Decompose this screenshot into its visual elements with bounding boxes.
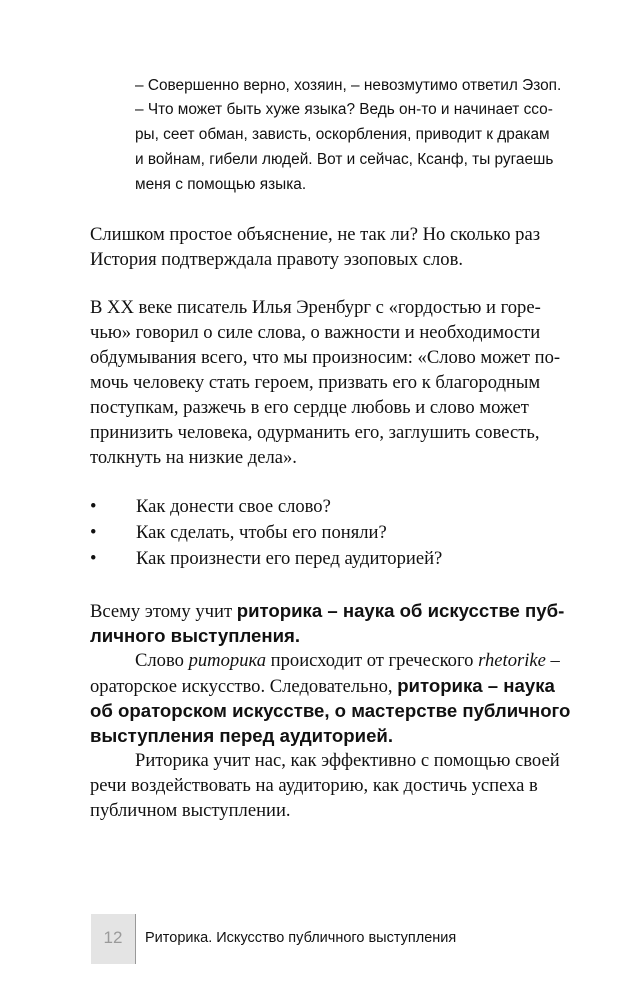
bullet-marker: • — [90, 522, 97, 543]
paragraph-line — [90, 675, 555, 698]
dialogue-line: меня с помощью языка. — [135, 176, 307, 193]
footer-divider — [135, 914, 136, 964]
dialogue-line: – Совершенно верно, хозяин, – невозмутимо ответил Эзоп. — [135, 77, 562, 94]
plain-text: Слово — [135, 650, 189, 671]
bold-term: риторика – наука об искусстве пуб- — [236, 600, 565, 621]
paragraph-line: чью» говорил о силе слова, о важности и необходимости — [90, 322, 541, 343]
plain-text: – — [545, 650, 560, 671]
paragraph-line: История подтверждала правоту эзоповых слов. — [90, 249, 463, 270]
paragraph-line: речи воздействовать на аудиторию, как достичь успеха в — [90, 775, 538, 796]
plain-text: Всему этому учит — [90, 601, 237, 622]
bold-term: об ораторском искусстве, о мастерстве публичного — [90, 700, 571, 721]
bullet-item: Как донести свое слово? — [136, 496, 331, 517]
page-number: 12 — [103, 928, 123, 947]
bullet-item: Как сделать, чтобы его поняли? — [136, 522, 387, 543]
paragraph-line: толкнуть на низкие дела». — [90, 447, 297, 468]
running-title: Риторика. Искусство публичного выступления — [145, 930, 457, 946]
paragraph-line: принизить человека, одурманить его, заглушить совесть, — [90, 422, 540, 443]
italic-term: rhetorike — [478, 650, 546, 671]
plain-text: ораторское искусство. Следовательно, — [90, 676, 398, 697]
paragraph-line: Риторика учит нас, как эффективно с помощью своей — [135, 750, 560, 771]
paragraph-line: мочь человеку стать героем, призвать его к благородным — [90, 372, 541, 393]
bold-term: риторика – наука — [397, 675, 555, 696]
paragraph-line — [135, 650, 560, 672]
paragraph-line: обдумывания всего, что мы произносим: «Слово может по- — [90, 347, 561, 368]
bold-term: личного выступления. — [90, 625, 301, 646]
bullet-marker: • — [90, 496, 97, 517]
dialogue-line: и войнам, гибели людей. Вот и сейчас, Ксанф, ты ругаешь — [135, 151, 554, 168]
plain-text: происходит от греческого — [266, 650, 479, 671]
paragraph-line: поступкам, разжечь в его сердце любовь и слово может — [90, 397, 529, 418]
dialogue-line: ры, сеет обман, зависть, оскорбления, приводит к дракам — [135, 126, 550, 143]
bullet-marker: • — [90, 548, 97, 569]
paragraph-line: публичном выступлении. — [90, 800, 291, 821]
definition-line — [90, 600, 564, 623]
paragraph-line — [90, 700, 570, 723]
italic-term: риторика — [188, 650, 267, 671]
paragraph-line: В XX веке писатель Илья Эренбург с «гордостью и горе- — [90, 297, 541, 318]
paragraph-line — [90, 725, 393, 748]
bold-term: выступления перед аудиторией. — [90, 725, 394, 746]
definition-line — [90, 625, 300, 648]
dialogue-line: – Что может быть хуже языка? Ведь он-то и начинает ссо- — [135, 101, 553, 118]
bullet-item: Как произнести его перед аудиторией? — [136, 548, 443, 569]
paragraph-line: Слишком простое объяснение, не так ли? Но сколько раз — [90, 224, 541, 245]
